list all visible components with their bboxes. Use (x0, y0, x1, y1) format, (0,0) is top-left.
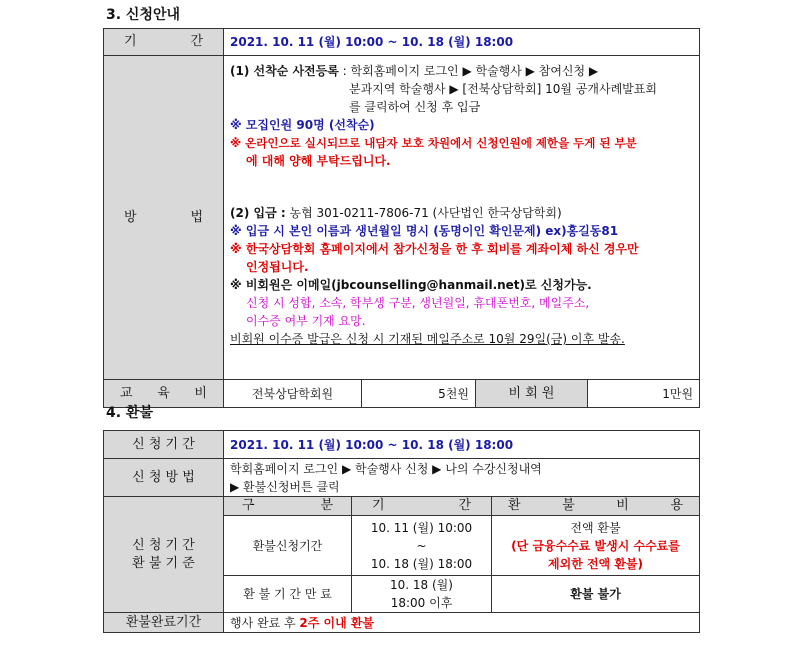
fee-label: 교 육 비 (104, 380, 224, 408)
row1-fee: 전액 환불 (단 금융수수료 발생시 수수료를 제외한 전액 환불) (492, 516, 700, 576)
col-type-header: 구 분 (224, 497, 352, 516)
method-label: 방 법 (104, 56, 224, 380)
complete-label: 환불완료기간 (104, 613, 224, 633)
row1-type: 환불신청기간 (224, 516, 352, 576)
col-fee-header: 환 불 비 용 (492, 497, 700, 516)
period-label: 기 간 (104, 29, 224, 56)
col-period-header: 기 간 (352, 497, 492, 516)
refund-period-value: 2021. 10. 11 (월) 10:00 ~ 10. 18 (월) 18:00 (224, 431, 700, 459)
refund-period-label: 신 청 기 간 (104, 431, 224, 459)
nonmember-detail-1: 신청 시 성함, 소속, 학부생 구분, 생년월일, 휴대폰번호, 메일주소, (246, 296, 590, 310)
online-note-2: 에 대해 양해 부탁드립니다. (246, 154, 391, 168)
refund-criteria-label: 신 청 기 간 환 불 기 준 (104, 497, 224, 613)
capacity-note: ※ 모집인원 90명 (선착순) (230, 118, 375, 132)
refund-method-content (224, 459, 700, 497)
row2-period: 10. 18 (월) 18:00 이후 (352, 576, 492, 613)
deposit-note: ※ 입금 시 본인 이름과 생년월일 명시 (동명이인 확인문제) ex)홍길동81 (230, 224, 619, 238)
member-label: 전북상담학회원 (224, 380, 362, 408)
nonmember-detail-2: 이수증 여부 기재 요망. (246, 314, 366, 328)
member-fee: 5천원 (362, 380, 476, 408)
complete-value: 행사 완료 후 2주 이내 환불 (224, 613, 700, 633)
refund-method-line2: ▶ 환불신청버튼 클릭 (230, 479, 340, 494)
site-note-1: ※ 한국상담학회 홈페이지에서 참가신청을 한 후 회비를 계좌이체 하신 경우만 (230, 242, 639, 256)
refund-table (103, 430, 700, 633)
item1-head: (1) 선착순 사전등록 (230, 64, 339, 78)
row2-type: 환 불 기 간 만 료 (224, 576, 352, 613)
item2-body: 농협 301-0211-7806-71 (사단법인 한국상담학회) (285, 206, 562, 220)
row1-period: 10. 11 (월) 10:00 ~ 10. 18 (월) 18:00 (352, 516, 492, 576)
method-content: (1) 선착순 사전등록 : 학회홈페이지 로그인 ▶ 학술행사 ▶ 참여신청 ▶ 분과지역 학술행사 ▶ [전북상담학회] 10월 공개사례발표회 를 클릭하여 신청 후 입금 ※ 모집인원 90명 (선착순) ※ 온라인으로 실시되므로 내담자 보호 차원에서 신청인원에 제한을 두게 된 부분 에 대해 양해 부탁드립니다. (2) 입금 : 농협 301-0211-7806-71 (사단법인 한국상담학회) ※ 입금 시 본인 이름과 생년월일 명시 (동명이인 확인문제) ex)홍길동81 ※ 한국상담학회 홈페이지에서 참가신청을 한 후 회비를 계좌이체 하신 경우만 인정됩니다. ※ 비회원은 이메일(jbcounselling@hanmail.net)로 신청가능. 신청 시 성함, 소속, 학부생 구분, 생년월일, 휴대폰번호, 메일주소, 이수증 여부 기재 요망. 비회원 이수증 발급은 신청 시 기재된 메일주소로 10월 29일(금) 이후 발송. (224, 56, 700, 380)
nonmember-head: ※ 비회원은 이메일(jbcounselling@hanmail.net)로 신청가능. (230, 278, 592, 292)
section3-title: 3. 신청안내 (106, 7, 181, 23)
item2-head: (2) 입금 : (230, 206, 286, 220)
item1-line2: 분과지역 학술행사 ▶ [전북상담학회] 10월 공개사례발표회 (349, 82, 657, 96)
row2-fee: 환불 불가 (492, 576, 700, 613)
application-info-table (103, 28, 700, 408)
period-value: 2021. 10. 11 (월) 10:00 ~ 10. 18 (월) 18:00 (224, 29, 700, 56)
refund-method-label: 신 청 방 법 (104, 459, 224, 497)
online-note-1: ※ 온라인으로 실시되므로 내담자 보호 차원에서 신청인원에 제한을 두게 된 부분 (230, 136, 637, 150)
nonmember-fee: 1만원 (588, 380, 700, 408)
site-note-2: 인정됩니다. (246, 260, 309, 274)
nonmember-label: 비 회 원 (476, 380, 588, 408)
item1-line3: 를 클릭하여 신청 후 입금 (349, 100, 481, 114)
refund-method-line1: 학회홈페이지 로그인 ▶ 학술행사 신청 ▶ 나의 수강신청내역 (230, 461, 542, 476)
certificate-note: 비회원 이수증 발급은 신청 시 기재된 메일주소로 10월 29일(금) 이후 발송. (230, 332, 625, 346)
item1-line1: 학회홈페이지 로그인 ▶ 학술행사 ▶ 참여신청 ▶ (350, 64, 599, 78)
section4-title: 4. 환불 (106, 405, 153, 421)
